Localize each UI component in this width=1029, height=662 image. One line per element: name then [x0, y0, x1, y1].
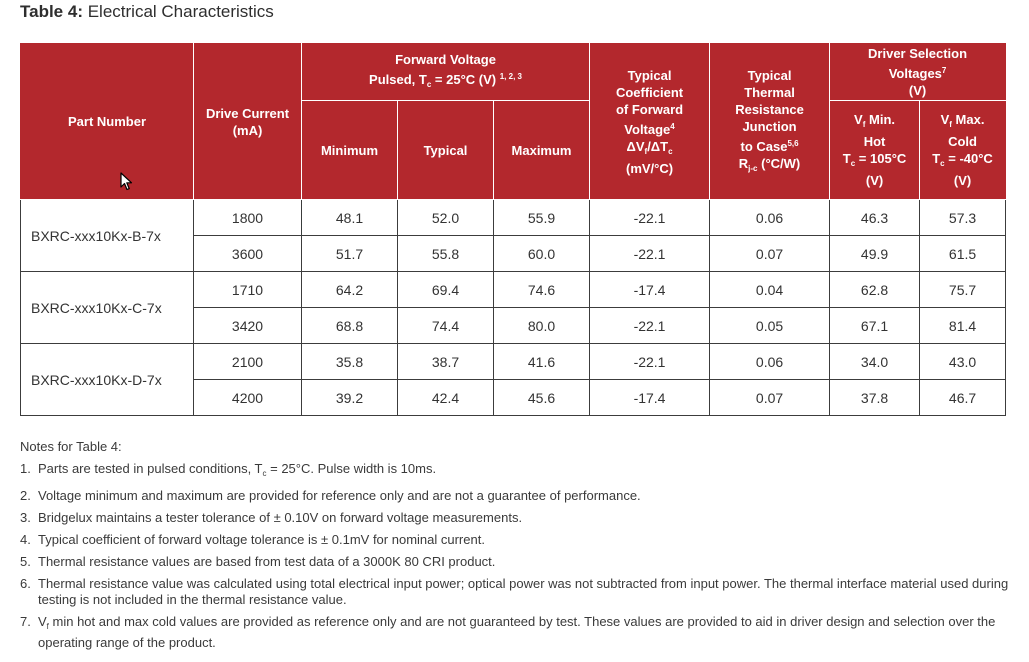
temp-coef-cell: -22.1 [590, 308, 710, 344]
vf-min-cell: 64.2 [302, 272, 398, 308]
table-notes [20, 439, 1010, 657]
drive-current-cell: 1800 [194, 200, 302, 236]
vf-max-cell: 41.6 [494, 344, 590, 380]
note-item: 5. Thermal resistance values are based from test data of a 3000K 80 CRI product. [20, 554, 496, 569]
header-maximum: Maximum [494, 101, 590, 200]
thermal-resistance-cell: 0.04 [710, 272, 830, 308]
header-thermal-resistance: Typical Thermal Resistance Junction to Case$^{5,6}$ $R_{j-c}$ (°C/W) [710, 44, 830, 200]
table-row [21, 344, 1006, 380]
drive-current-cell: 2100 [194, 344, 302, 380]
vf-min-hot-cell: 62.8 [830, 272, 920, 308]
thermal-resistance-cell: 0.07 [710, 236, 830, 272]
thermal-resistance-cell: 0.05 [710, 308, 830, 344]
temp-coef-cell: -22.1 [590, 200, 710, 236]
vf-min-cell: 35.8 [302, 344, 398, 380]
table-row [21, 200, 1006, 236]
vf-min-cell: 68.8 [302, 308, 398, 344]
part-number-cell: BXRC-xxx10Kx-B-7x [21, 200, 194, 272]
vf-max-cold-cell: 46.7 [920, 380, 1006, 416]
note-item: 3. Bridgelux maintains a tester tolerance of ± 0.10V on forward voltage measurements. [20, 510, 523, 525]
vf-typ-cell: 52.0 [398, 200, 494, 236]
drive-current-cell: 1710 [194, 272, 302, 308]
table-title-label: Table 4: [20, 2, 83, 21]
table-title-text: Electrical Characteristics [82, 2, 274, 21]
thermal-resistance-cell: 0.06 [710, 344, 830, 380]
drive-current-cell: 3420 [194, 308, 302, 344]
part-number-cell: BXRC-xxx10Kx-D-7x [21, 344, 194, 416]
mouse-cursor-icon [120, 172, 134, 192]
vf-typ-cell: 74.4 [398, 308, 494, 344]
drive-current-cell: 4200 [194, 380, 302, 416]
header-part-number: Part Number [21, 44, 194, 200]
vf-max-cold-cell: 75.7 [920, 272, 1006, 308]
vf-min-hot-cell: 67.1 [830, 308, 920, 344]
vf-min-hot-cell: 34.0 [830, 344, 920, 380]
header-minimum: Minimum [302, 101, 398, 200]
vf-min-hot-cell: 46.3 [830, 200, 920, 236]
electrical-characteristics-table [20, 43, 1006, 416]
vf-max-cold-cell: 61.5 [920, 236, 1006, 272]
vf-min-cell: 51.7 [302, 236, 398, 272]
notes-list [20, 461, 1010, 651]
header-forward-voltage: Forward Voltage Pulsed, $T_c = 25^\circ C$ (V) $^{1, 2, 3}$ [302, 44, 590, 101]
drive-current-cell: 3600 [194, 236, 302, 272]
note-item: 7. $V_f$ min hot and max cold values are provided as reference only and are not guaranteed by test. These values are provided to aid in driver design and selection over the operating range of the product. [20, 614, 996, 650]
note-item: 6. Thermal resistance value was calculated using total electrical input power; optical power was not subtracted from input power. The thermal interface material used during testing is not included in the thermal resistance value. [20, 576, 1009, 607]
vf-max-cell: 74.6 [494, 272, 590, 308]
note-item: 2. Voltage minimum and maximum are provided for reference only and are not a guarantee of performance. [20, 488, 641, 503]
temp-coef-cell: -22.1 [590, 344, 710, 380]
note-item: 4. Typical coefficient of forward voltage tolerance is ± 0.1mV for nominal current. [20, 532, 485, 547]
vf-typ-cell: 42.4 [398, 380, 494, 416]
vf-max-cold-cell: 81.4 [920, 308, 1006, 344]
header-vf-max-cold: $V_f$ Max. Cold $T_c = -40^\circ C$ (V) [920, 101, 1006, 200]
header-typical: Typical [398, 101, 494, 200]
vf-max-cold-cell: 57.3 [920, 200, 1006, 236]
table-row [21, 272, 1006, 308]
vf-typ-cell: 69.4 [398, 272, 494, 308]
temp-coef-cell: -22.1 [590, 236, 710, 272]
vf-min-cell: 39.2 [302, 380, 398, 416]
thermal-resistance-cell: 0.07 [710, 380, 830, 416]
vf-max-cell: 55.9 [494, 200, 590, 236]
header-driver-selection: Driver Selection Voltages$^7$ (V) [830, 44, 1006, 101]
vf-min-hot-cell: 49.9 [830, 236, 920, 272]
vf-max-cell: 60.0 [494, 236, 590, 272]
note-item: 1. Parts are tested in pulsed conditions, $T_c = 25^\circ C$. Pulse width is 10ms. [20, 461, 437, 478]
vf-min-cell: 48.1 [302, 200, 398, 236]
thermal-resistance-cell: 0.06 [710, 200, 830, 236]
header-temp-coefficient: Typical Coefficient of Forward Voltage$^4$ $\Delta V_f/\Delta T_c$ (mV/°C) [590, 44, 710, 200]
temp-coef-cell: -17.4 [590, 272, 710, 308]
vf-typ-cell: 55.8 [398, 236, 494, 272]
table-title [20, 2, 274, 22]
header-vf-min-hot: $V_f$ Min. Hot $T_c = 105^\circ C$ (V) [830, 101, 920, 200]
vf-max-cell: 80.0 [494, 308, 590, 344]
temp-coef-cell: -17.4 [590, 380, 710, 416]
vf-typ-cell: 38.7 [398, 344, 494, 380]
notes-title: Notes for Table 4: [20, 439, 122, 454]
vf-max-cold-cell: 43.0 [920, 344, 1006, 380]
header-drive-current: Drive Current (mA) [194, 44, 302, 200]
vf-max-cell: 45.6 [494, 380, 590, 416]
vf-min-hot-cell: 37.8 [830, 380, 920, 416]
part-number-cell: BXRC-xxx10Kx-C-7x [21, 272, 194, 344]
